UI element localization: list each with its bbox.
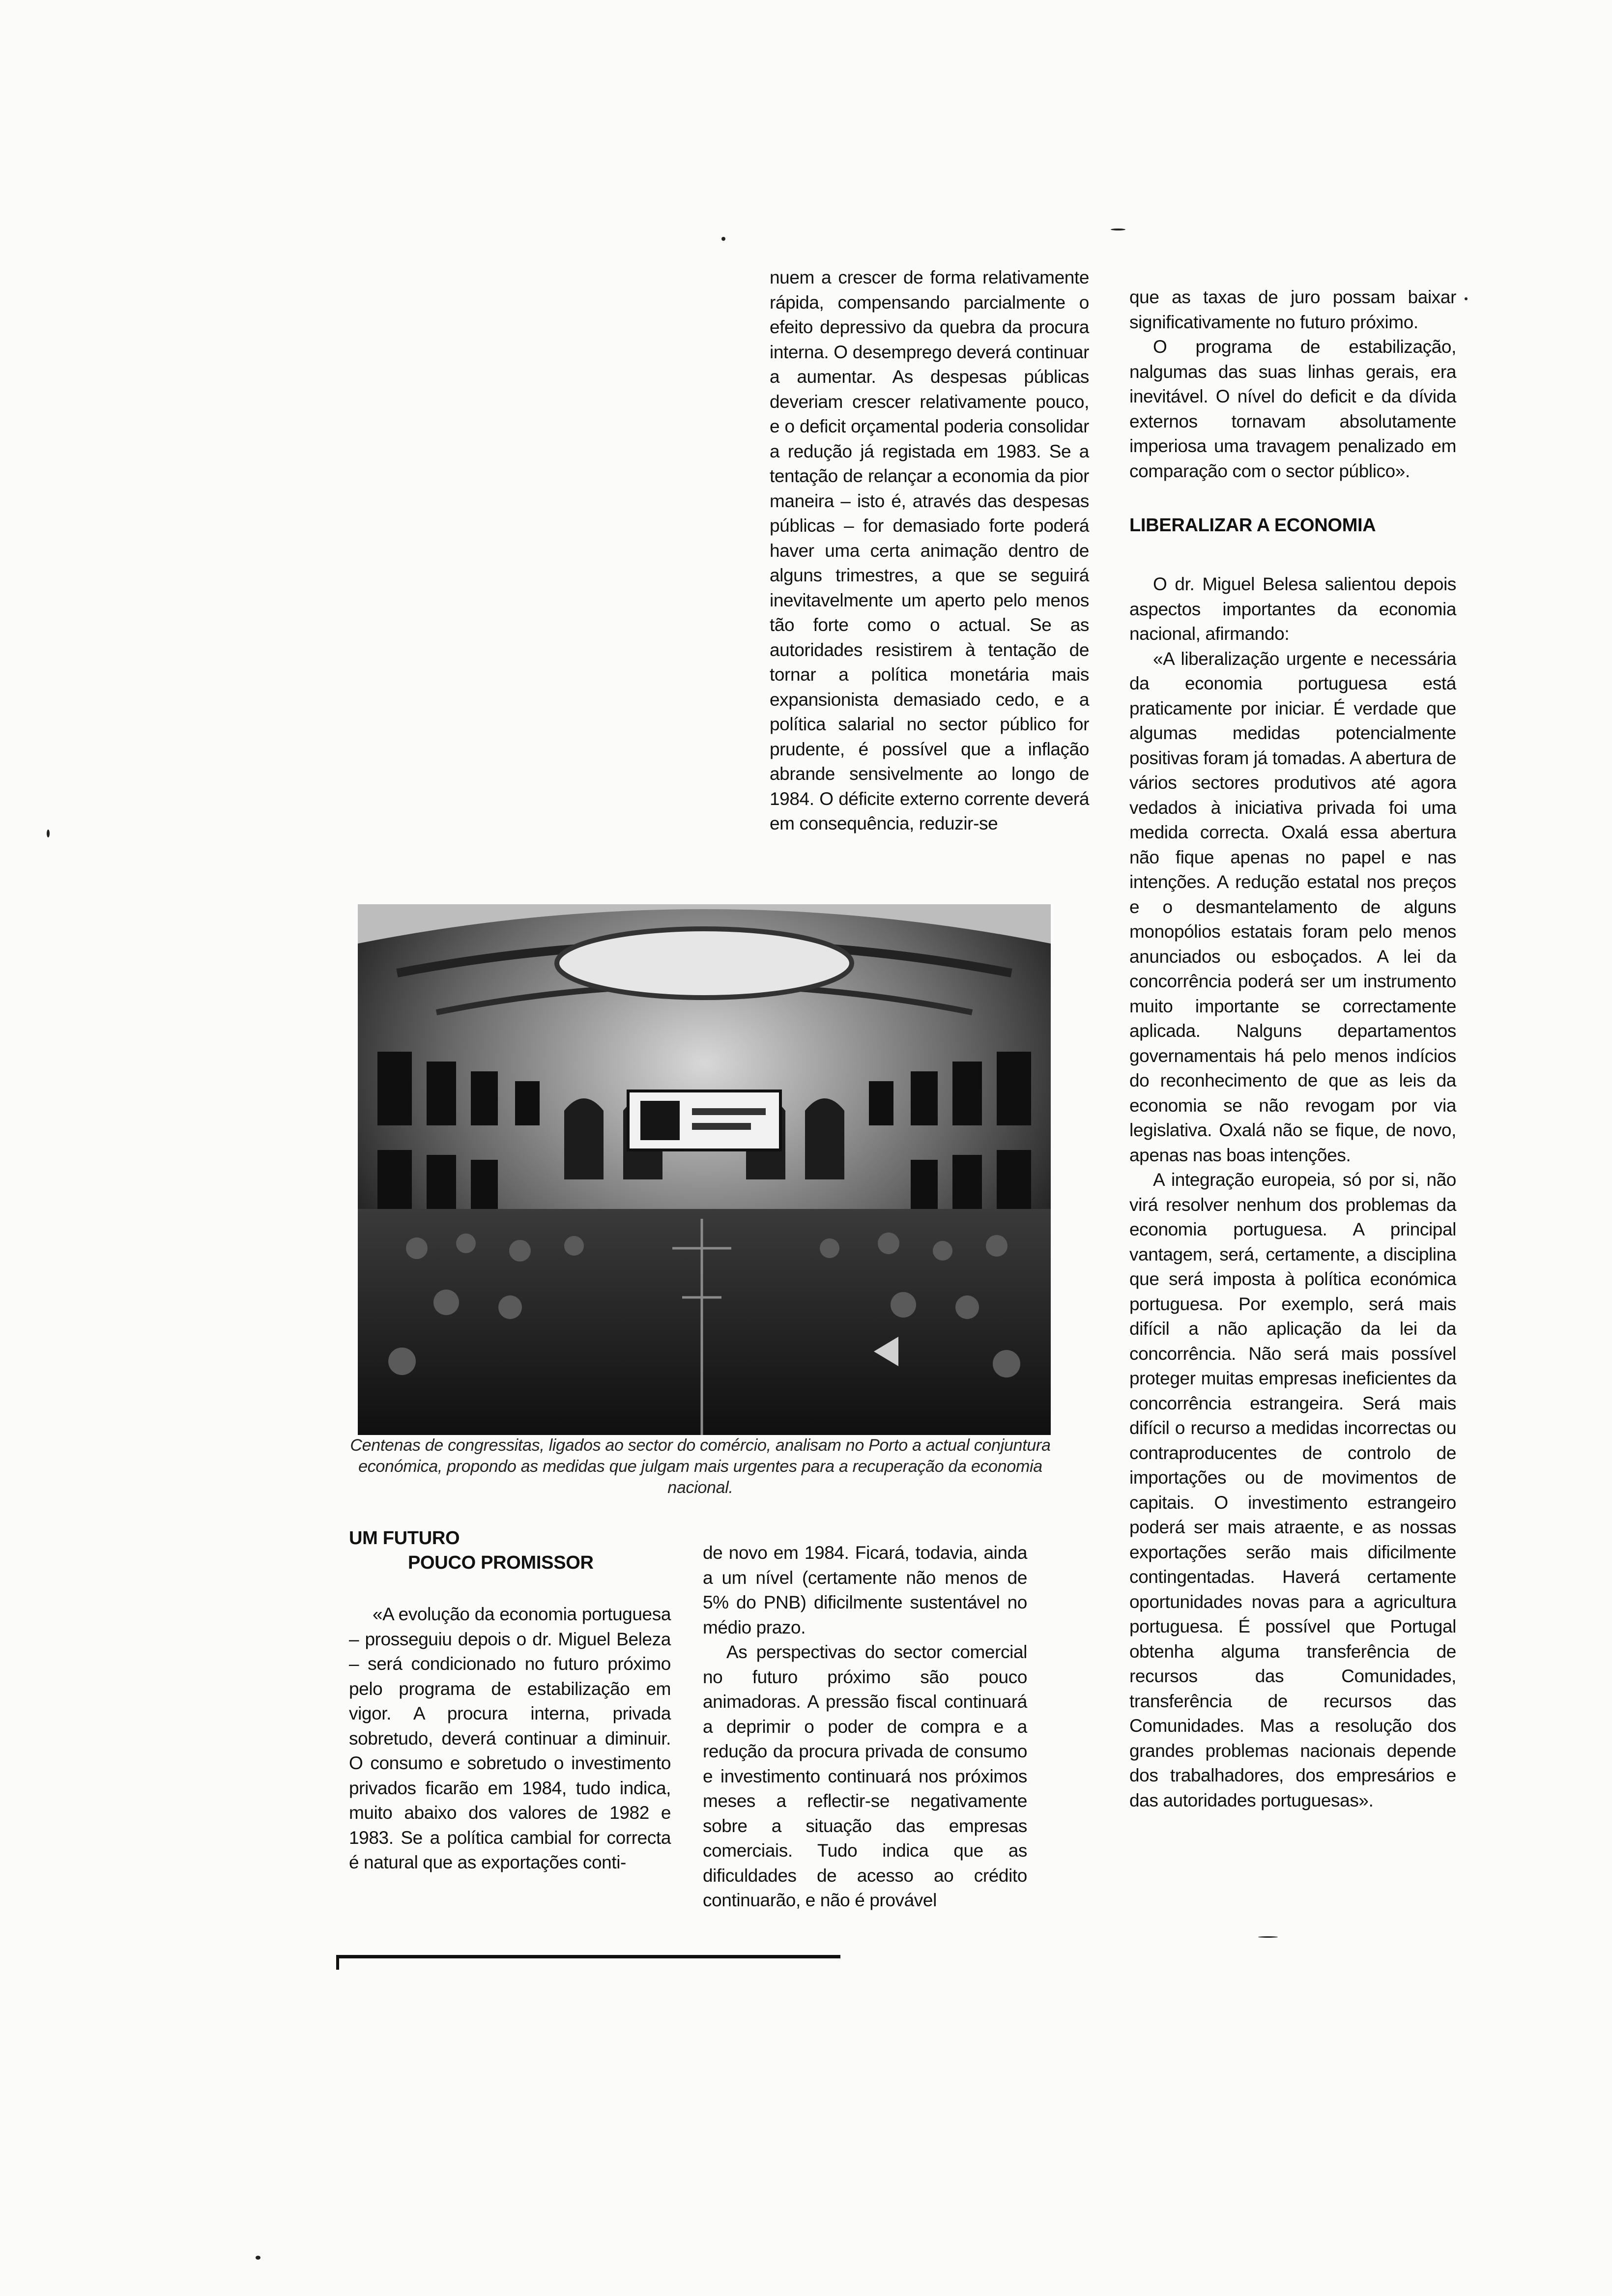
- congress-hall-photo: [358, 904, 1051, 1435]
- heading-line: POUCO PROMISSOR: [408, 1552, 594, 1573]
- paragraph: O dr. Miguel Belesa salientou depois aspectos importantes da economia nacional, afirmando:: [1129, 574, 1456, 644]
- paragraph: O programa de estabilização, nalgumas das suas linhas gerais, era inevitável. O nível do deficit e da dívida externos tornavam absolutamente imperiosa uma travagem penalizado em comparação com o sector público».: [1129, 337, 1456, 481]
- section-heading-futuro: [349, 1526, 663, 1575]
- paragraph: nuem a crescer de forma relativamente rápida, compensando parcialmente o efeito depressivo da quebra da procura interna. O desemprego deverá continuar a aumentar. As despesas públicas deveriam crescer relativamente pouco, e o deficit orçamental poderia consolidar a redução já registada em 1983. Se a tentação de relançar a economia da pior maneira – isto é, através das despesas públicas – for demasiado forte poderá haver uma certa animação dentro de alguns trimestres, a que se seguirá inevitavelmente um aperto pelo menos tão forte como o actual. Se as autoridades resistirem à tentação de tornar a política monetária mais expansionista demasiado cedo, e a política salarial no sector público for prudente, é possível que a inflação abrande sensivelmente ao longo de 1984. O déficite externo corrente deverá em consequência, reduzir-se: [770, 267, 1089, 833]
- scan-speck: [721, 237, 725, 241]
- column-1: [770, 265, 1089, 836]
- paragraph: «A evolução da economia portuguesa – prosseguiu depois o dr. Miguel Beleza – será condicionado no futuro próximo pelo programa de estabilização em vigor. A procura interna, privada sobretudo, deverá continuar a diminuir. O consumo e sobretudo o investimento privados ficarão em 1984, tudo indica, muito abaixo dos valores de 1982 e 1983. Se a política cambial for correcta é natural que as exportações conti-: [349, 1604, 671, 1872]
- photo-caption: Centenas de congressitas, ligados ao sector do comércio, analisam no Porto a actual conjuntura económica, propondo as medidas que julgam mais urgentes para a recuperação da economia nacional.: [350, 1436, 1051, 1497]
- section-heading-liberalizar: LIBERALIZAR A ECONOMIA: [1129, 515, 1376, 536]
- paragraph: A integração europeia, só por si, não virá resolver nenhum dos problemas da economia portuguesa. A principal vantagem, será, certamente, a disciplina que será imposta à política económica portuguesa. Por exemplo, será mais difícil a não aplicação da lei da concorrência. Não será mais possível proteger muitas empresas ineficientes da concorrência estrangeira. Será mais difícil o recurso a medidas incorrectas ou contraproducentes de controlo de importações ou de movimentos de capitais. O investimento estrangeiro poderá ser mais atraente, e as nossas exportações serão mais dificilmente contingentadas. Haverá certamente oportunidades novas para a agricultura portuguesa. É possível que Portugal obtenha alguma transferência de recursos das Comunidades, transferência de recursos das Comunidades. Mas a resolução dos grandes problemas nacionais depende dos trabalhadores, dos empresários e das autoridades portuguesas».: [1129, 1170, 1456, 1810]
- paragraph: de novo em 1984. Ficará, todavia, ainda a um nível (certamente não menos de 5% do PNB) dificilmente sustentável no médio prazo.: [703, 1543, 1027, 1637]
- scan-speck: [256, 2256, 260, 2260]
- scan-speck: [47, 830, 50, 837]
- paragraph: que as taxas de juro possam baixar significativamente no futuro próximo.: [1129, 287, 1456, 332]
- bottom-rule-tick: [336, 1955, 339, 1970]
- paragraph: «A liberalização urgente e necessária da economia portuguesa está praticamente por iniciar. É verdade que algumas medidas potencialmente positivas foram já tomadas. A abertura de vários sectores produtivos até agora vedados à iniciativa privada foi uma medida correcta. Oxalá essa abertura não fique apenas no papel e nas intenções. A redução estatal nos preços e o desmantelamento de alguns monopólios estatais foram pelo menos anunciados ou esboçados. A lei da concorrência poderá ser um instrumento muito importante se correctamente aplicada. Nalguns departamentos governamentais há pelo menos indícios do reconhecimento de que as leis da economia se não revogam por via legislativa. Oxalá não se fique, de novo, apenas nas boas intenções.: [1129, 648, 1456, 1165]
- scan-speck: [1258, 1936, 1278, 1938]
- paragraph: As perspectivas do sector comercial no futuro próximo são pouco animadoras. A pressão fiscal continuará a deprimir o poder de compra e a redução da procura privada de consumo e investimento continuará nos próximos meses a reflectir-se negativamente sobre a situação das empresas comerciais. Tudo indica que as dificuldades de acesso ao crédito continuarão, e não é provável: [703, 1642, 1027, 1910]
- scan-speck: [1465, 297, 1468, 300]
- photo-illustration: [358, 904, 1051, 1435]
- scan-speck: [1111, 229, 1125, 230]
- column-3: [349, 1602, 671, 1875]
- column-4: [703, 1541, 1027, 1913]
- heading-line: UM FUTURO: [349, 1528, 460, 1549]
- bottom-rule: [339, 1955, 840, 1958]
- column-2: [1129, 285, 1456, 1813]
